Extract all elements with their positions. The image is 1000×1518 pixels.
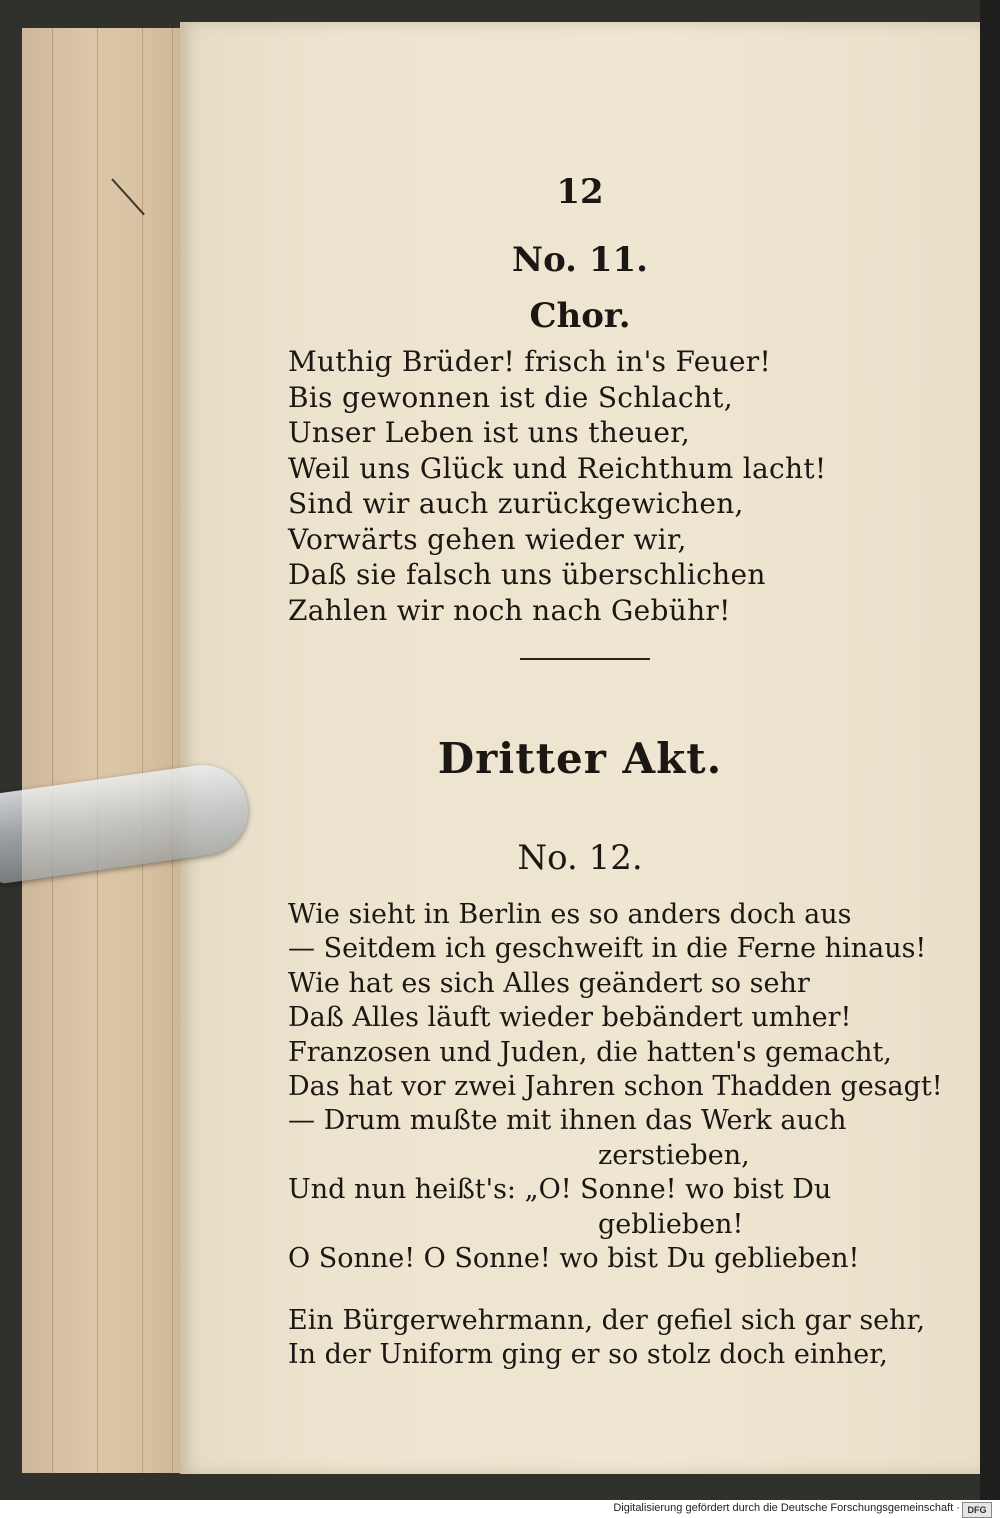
verse-line: Sind wir auch zurückgewichen, — [288, 487, 744, 520]
footer-bar — [0, 1500, 1000, 1518]
verse-no12-stanza2 — [288, 1304, 926, 1373]
scan-right-edge — [980, 0, 1000, 1500]
verse-line: Daß Alles läuft wieder bebändert umher! — [288, 1002, 852, 1034]
verse-line: Das hat vor zwei Jahren schon Thadden gesagt! — [288, 1070, 943, 1102]
section-heading-no12: No. 12. — [517, 838, 643, 878]
verse-chor — [288, 344, 948, 628]
verse-line-continuation: zerstieben, — [598, 1139, 750, 1171]
verse-line-continuation: geblieben! — [598, 1208, 744, 1240]
verse-line: Muthig Brüder! frisch in's Feuer! — [288, 345, 772, 378]
verse-line: Daß sie falsch uns überschlichen — [288, 558, 766, 591]
verse-line: Zahlen wir noch nach Gebühr! — [288, 593, 731, 627]
verse-line: Wie hat es sich Alles geändert so sehr — [288, 967, 810, 999]
verse-line: Wie sieht in Berlin es so anders doch aus — [288, 899, 852, 930]
verse-line: Franzosen und Juden, die hatten's gemacht, — [288, 1036, 892, 1068]
verse-line: — Seitdem ich geschweift in die Ferne hinaus! — [288, 933, 927, 965]
footer-credit: Digitalisierung gefördert durch die Deutsche Forschungsgemeinschaft · — [613, 1502, 960, 1514]
section-subheading-chor: Chor. — [529, 296, 631, 336]
verse-line: Weil uns Glück und Reichthum lacht! — [288, 451, 827, 485]
verse-line: — Drum mußte mit ihnen das Werk auch — [288, 1105, 847, 1137]
verse-no12 — [288, 898, 943, 1276]
verse-line: Ein Bürgerwehrmann, der gefiel sich gar sehr, — [288, 1305, 926, 1336]
book-page — [180, 22, 980, 1474]
verse-line: Bis gewonnen ist die Schlacht, — [288, 380, 733, 414]
page-number: 12 — [556, 172, 604, 212]
verse-line: Und nun heißt's: „O! Sonne! wo bist Du — [288, 1174, 832, 1206]
dfg-logo-icon: DFG — [962, 1502, 992, 1518]
verse-line: O Sonne! O Sonne! wo bist Du geblieben! — [288, 1242, 860, 1274]
verse-line: Unser Leben ist uns theuer, — [288, 416, 691, 449]
page-stack-edge — [22, 28, 192, 1473]
act-title: Dritter Akt. — [437, 734, 723, 783]
section-divider — [520, 658, 650, 660]
section-heading-no11: No. 11. — [512, 240, 648, 280]
verse-line: Vorwärts gehen wieder wir, — [288, 522, 687, 556]
verse-line: In der Uniform ging er so stolz doch einher, — [288, 1339, 888, 1371]
